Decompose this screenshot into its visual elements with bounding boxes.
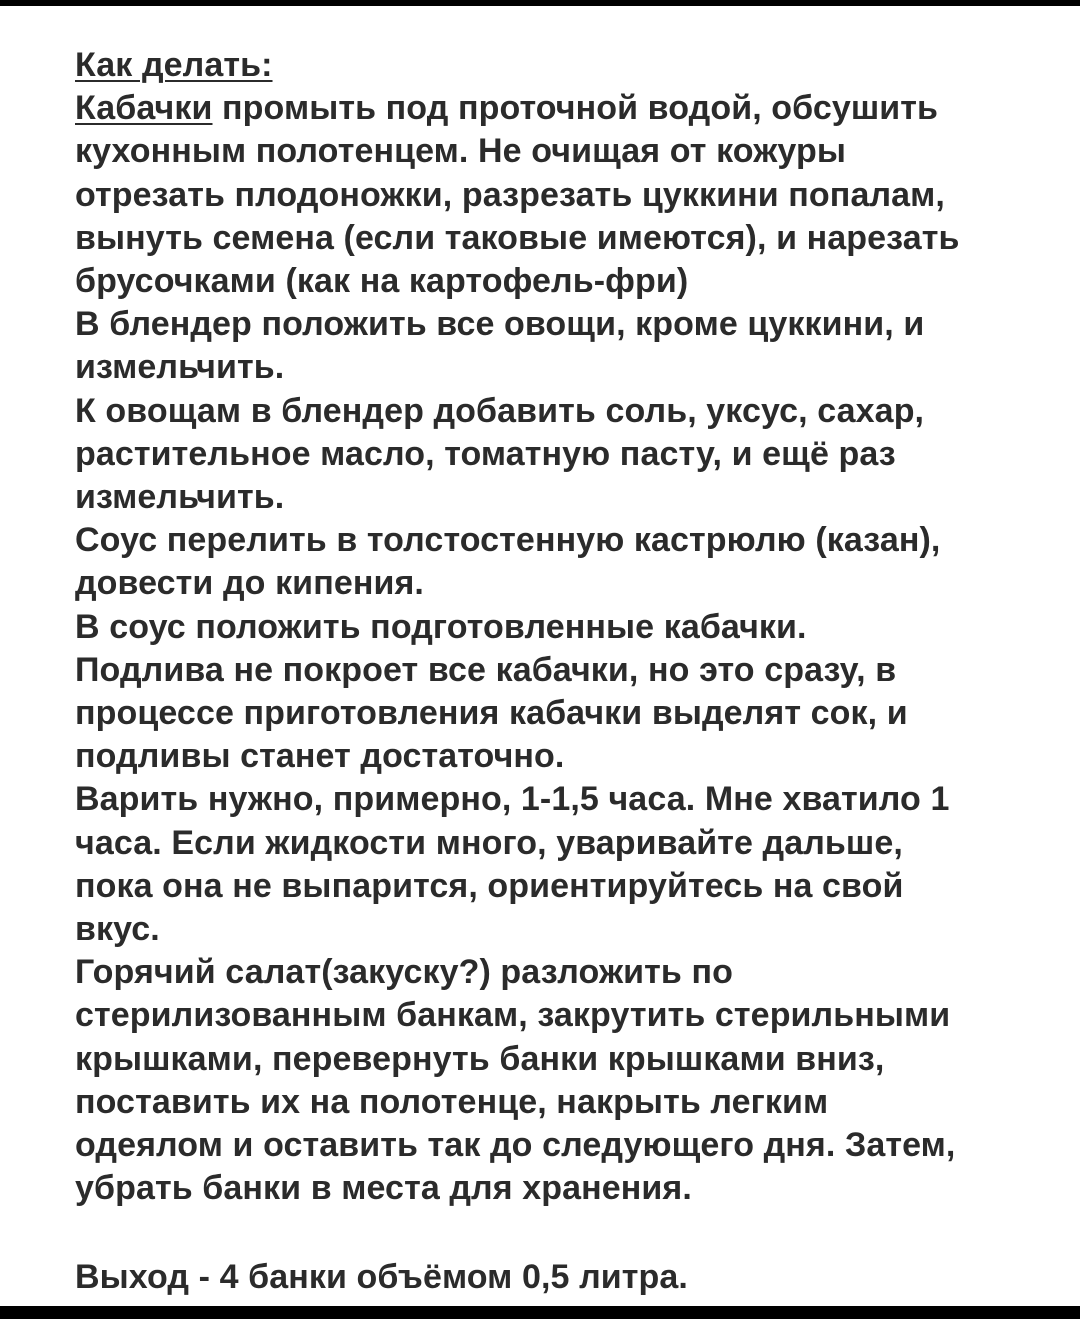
text-line: отрезать плодоножки, разрезать цуккини попалам, — [75, 175, 945, 214]
text-lines — [75, 130, 1060, 1210]
text-line: В блендер положить все овощи, кроме цуккини, и — [75, 305, 925, 344]
text-line: пока она не выпарится, ориентируйтесь на свой — [75, 866, 904, 905]
text-line: довести до кипения. — [75, 564, 424, 603]
text-line: поставить их на полотенце, накрыть легким — [75, 1082, 829, 1121]
text-line: Варить нужно, примерно, 1-1,5 часа. Мне хватило 1 — [75, 780, 950, 819]
text-line: процессе приготовления кабачки выделят сок, и — [75, 694, 908, 733]
text-line: Горячий салат(закуску?) разложить по — [75, 953, 733, 992]
text-line: Подлива не покроет все кабачки, но это сразу, в — [75, 650, 897, 689]
recipe-text — [75, 44, 1060, 1299]
first-line-rest: промыть под проточной водой, обсушить — [212, 89, 939, 128]
text-line: вынуть семена (если таковые имеются), и нарезать — [75, 218, 960, 257]
text-line: В соус положить подготовленные кабачки. — [75, 607, 807, 646]
text-line: К овощам в блендер добавить соль, уксус, сахар, — [75, 391, 925, 430]
text-line: одеялом и оставить так до следующего дня. Затем, — [75, 1126, 956, 1165]
text-line: часа. Если жидкости много, уваривайте дальше, — [75, 823, 903, 862]
document-page — [0, 6, 1080, 1306]
text-line: вкус. — [75, 910, 160, 949]
text-line: брусочками (как на картофель-фри) — [75, 262, 689, 301]
text-line: крышками, перевернуть банки крышками вниз, — [75, 1039, 885, 1078]
text-line: убрать банки в места для хранения. — [75, 1169, 692, 1208]
text-line: Соус перелить в толстостенную кастрюлю (казан), — [75, 521, 941, 560]
text-line: стерилизованным банкам, закрутить стерильными — [75, 996, 951, 1035]
underlined-word: Кабачки — [75, 89, 213, 128]
text-line: измельчить. — [75, 348, 285, 387]
text-line: измельчить. — [75, 478, 285, 517]
yield-line: Выход - 4 банки объёмом 0,5 литра. — [75, 1257, 688, 1296]
spacer — [75, 1210, 1060, 1253]
heading: Как делать: — [75, 46, 273, 84]
first-line — [75, 87, 1060, 130]
text-line: подливы станет достаточно. — [75, 737, 565, 776]
text-line: растительное масло, томатную пасту, и ещё раз — [75, 434, 896, 473]
text-line: кухонным полотенцем. Не очищая от кожуры — [75, 132, 846, 171]
